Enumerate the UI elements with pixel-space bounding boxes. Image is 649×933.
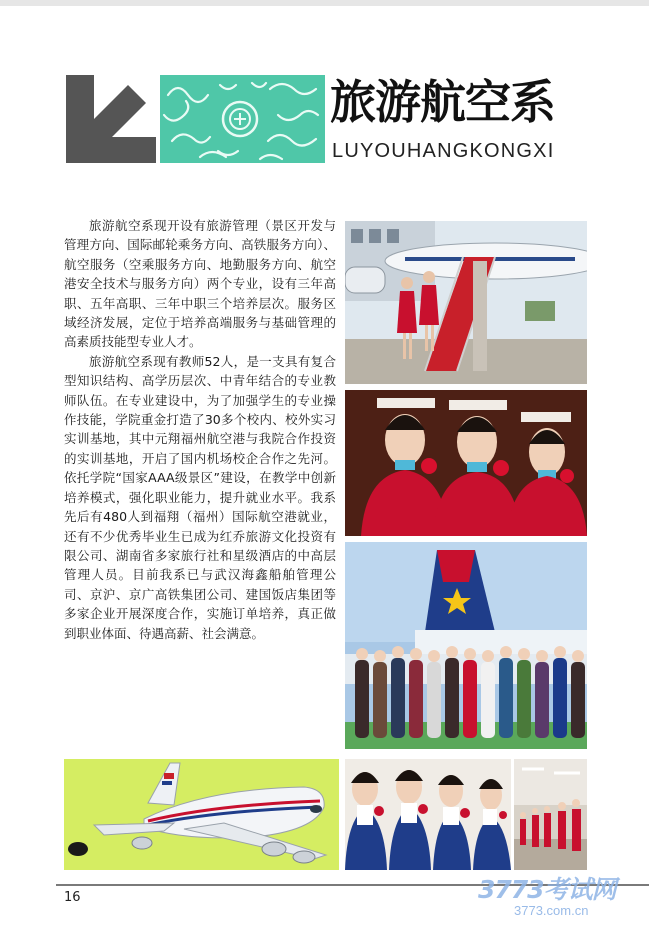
top-rule bbox=[0, 0, 649, 6]
paragraph: 旅游航空系现开设有旅游管理（景区开发与管理方向、国际邮轮乘务方向、高铁服务方向）、航空服务（空乘服务方向、地勤服务方向、航空港安全技术与服务方向）两个专业，设有三年高职、五年高职、三年中职三个培养层次。服务区域经济发展，定位于培养高端服务与基础管理的高素质技能型专业人才。 bbox=[64, 218, 336, 350]
photo-aircraft-stairs bbox=[345, 221, 587, 384]
page-title: 旅游航空系 bbox=[330, 75, 555, 129]
page-number: 16 bbox=[64, 890, 81, 905]
watermark-logo: 3773考试网 bbox=[478, 875, 616, 904]
article-body bbox=[64, 216, 336, 643]
photo-cruise-ship-group bbox=[345, 542, 587, 749]
photo-attendants-posture bbox=[345, 390, 587, 536]
page-subtitle: LUYOUHANGKONGXI bbox=[332, 140, 555, 162]
arrow-down-right-icon bbox=[66, 75, 156, 163]
watermark-url: 3773.com.cn bbox=[514, 903, 589, 918]
paragraph: 旅游航空系现有教师52人，是一支具有复合型知识结构、高学历层次、中青年结合的专业教师队伍。在专业建设中，为了加强学生的专业操作技能，学院重金打造了30多个校内、校外实习实训基地，其中元翔福州航空港与我院合作投资的实训基地，开启了国内机场校企合作之先河。依托学院“国家AAA级景区”建设，在教学中创新培养模式，强化职业能力，提升就业水平。我系先后有480人到福翔（福州）国际航空港就业，还有不少优秀毕业生已成为红乔旅游文化投资有限公司、湖南省多家旅行社和星级酒店的中高层管理人员。目前我系已与武汉海鑫船舶管理公司、京沪、京广高铁集团公司、建国饭店集团等多家企业开展深度合作，实施订单培养，真正做到职业体面、待遇高薪、社会满意。 bbox=[64, 353, 336, 641]
cloud-pattern-icon bbox=[160, 75, 325, 163]
photo-training-hall bbox=[514, 759, 587, 870]
photo-attendants-blue bbox=[345, 759, 511, 870]
photo-jumbo-jet bbox=[64, 759, 339, 870]
